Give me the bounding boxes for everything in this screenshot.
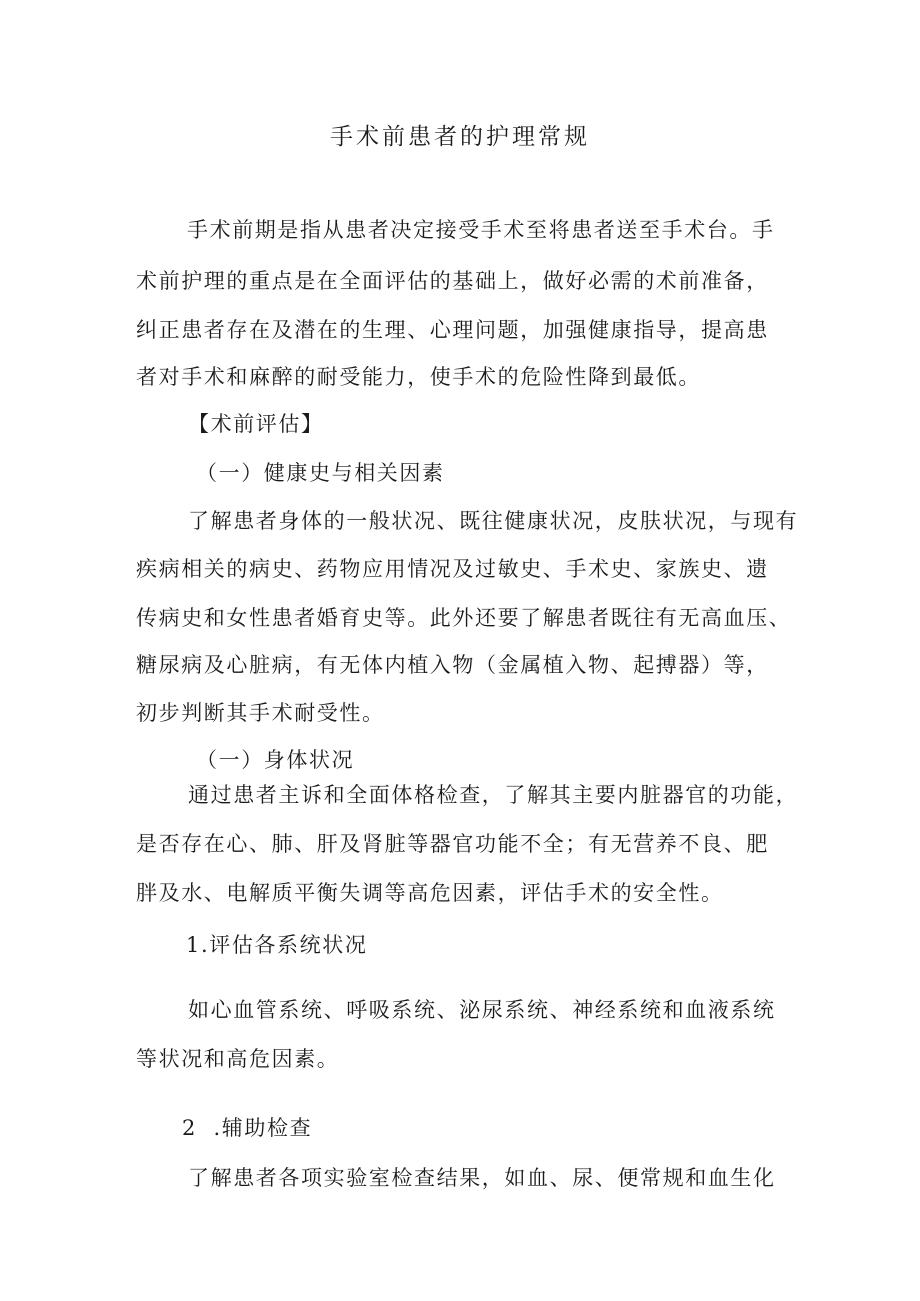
paragraph-line: 胖及水、电解质平衡失调等高危因素，评估手术的安全性。 xyxy=(136,881,724,905)
paragraph-line: 如心血管系统、呼吸系统、泌尿系统、神经系统和血液系统 xyxy=(188,998,776,1022)
paragraph-line: 等状况和高危因素。 xyxy=(136,1047,340,1071)
paragraph-line: 是否存在心、肺、肝及肾脏等器官功能不全；有无营养不良、肥 xyxy=(136,832,769,856)
numbered-heading: 2 .辅助检查 xyxy=(182,1116,313,1140)
numbered-heading: 1.评估各系统状况 xyxy=(186,933,368,957)
paragraph-line: 初步判断其手术耐受性。 xyxy=(136,701,385,725)
paragraph-line: 纠正患者存在及潜在的生理、心理问题，加强健康指导，提高患 xyxy=(136,318,769,342)
paragraph-line: 疾病相关的病史、药物应用情况及过敏史、手术史、家族史、遗 xyxy=(136,557,769,581)
paragraph-line: 糖尿病及心脏病，有无体内植入物（金属植入物、起搏器）等， xyxy=(136,653,769,677)
paragraph-line: 了解患者各项实验室检查结果，如血、尿、便常规和血生化 xyxy=(188,1166,776,1190)
section-heading: 【术前评估】 xyxy=(188,412,324,436)
paragraph-line: 者对手术和麻醉的耐受能力，使手术的危险性降到最低。 xyxy=(136,365,701,389)
paragraph-line: 传病史和女性患者婚育史等。此外还要了解患者既往有无高血压、 xyxy=(136,606,792,630)
paragraph-line: 了解患者身体的一般状况、既往健康状况，皮肤状况，与现有 xyxy=(188,509,799,533)
paragraph-line: 通过患者主诉和全面体格检查，了解其主要内脏器官的功能， xyxy=(188,783,799,807)
paragraph-line: 术前护理的重点是在全面评估的基础上，做好必需的术前准备， xyxy=(136,269,769,293)
subsection-heading: （一）身体状况 xyxy=(196,748,355,772)
page-title: 手术前患者的护理常规 xyxy=(330,124,590,150)
paragraph-line: 手术前期是指从患者决定接受手术至将患者送至手术台。手 xyxy=(187,218,775,242)
subsection-heading: （一）健康史与相关因素 xyxy=(196,461,445,485)
